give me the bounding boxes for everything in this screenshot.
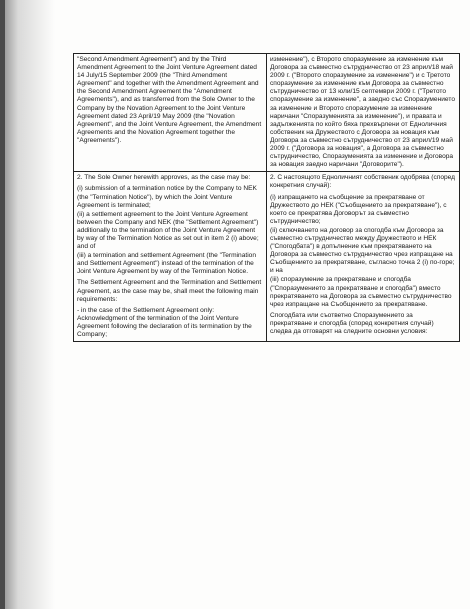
row2-bulgarian-cell [267, 172, 460, 342]
en-bullet [77, 307, 263, 339]
row2-english-intro: 2. The Sole Owner herewith approves, as the case may be: [77, 174, 251, 182]
en-bullet-mark: - [77, 306, 80, 314]
page-edge-shadow [0, 0, 60, 609]
bg-item-2: (ii) сключването на договор за спогодба към Договора за съвместно сътрудничество между Дружеството и НЕК ("Спогодбата") в допълнение към прекратяването на Договора за съвместно сътрудничество чрез изпращане на Съобщението за прекратяване, съгласно точка 2 (i) по-горе; и на [270, 226, 455, 275]
row1-bulgarian-text: изменение"), с Второто споразумение за изменение към Договора за съвместно сътрудничество от 23 април/18 май 2009 г. ("Второто споразумение за изменение") и с Третото споразумение за изменение към Договора за съвместно сътрудничество от 13 юли/15 септември 2009 г. ("Третото споразумение за изменение", а заедно със Споразумението за изменение и Второто споразумение за изменение наричани "Споразуменията за изменение"), и правата и задълженията по който бяха прехвърлени от Едноличния собственик на Дружеството с Договора за новация към Договора за съвместно сътрудничество от 23 април/19 май 2009 г. ("Договора за новация", а Договора за съвместно сътрудничество, Споразуменията за изменение и Договора за новация заедно наричани "Договорите"). [270, 56, 455, 169]
table-row-2 [74, 172, 460, 342]
row1-bulgarian-cell [267, 54, 460, 172]
table-row-1 [74, 54, 460, 172]
page-fold [0, 0, 5, 609]
row2-bulgarian-intro: 2. С настоящото Едноличният собственик одобрява (според конкретния случай): [270, 174, 456, 190]
row1-english-text: "Second Amendment Agreement") and by the Third Amendment Agreement to the Joint Venture Agreement dated 14 July/15 September 2009 (the "Third Amendment Agreement" and together with the Amendment Agreement and the Second Amendment Agreement the "Amendment Agreements"), and as transferred from the Sole Owner to the Company by the Novation Agreement to the Joint Venture Agreement dated 23 April/19 May 2009 (the "Novation Agreement", and the Joint Venture Agreement, the Amendment Agreements and the Novation Agreement together the "Agreements"). [77, 56, 262, 144]
bilingual-table [73, 53, 460, 342]
row1-english-cell [74, 54, 267, 172]
bg-requirements-para: Спогодбата или съответно Споразумението за прекратяване и спогодба (според конкретния случай) следва да отговарят на следните основни условия: [270, 311, 434, 335]
en-requirements-para: The Settlement Agreement and the Termination and Settlement Agreement, as the case may be, shall meet the following main requirements: [77, 279, 262, 303]
en-item-2: (ii) a settlement agreement to the Joint Venture Agreement between the Company and NEK (the "Settlement Agreement") additionally to the termination of the Joint Venture Agreement by way of the Termination Notice as set out in item 2 (i) above; and of [77, 210, 259, 251]
bg-item-1: (i) изпращането на съобщение за прекратяване от Дружеството до НЕК ("Съобщението за прекратяване"), с което се прекратява Договорът за съвместно сътрудничество; [270, 193, 447, 225]
bg-item-3: (iii) споразумение за прекратяване и спогодба ("Споразумението за прекратяване и спогодба") вместо прекратяването на Договора за съвместно сътрудничество чрез изпращане на Съобщението за прекратяване. [270, 276, 452, 308]
row2-english-cell [74, 172, 267, 342]
en-item-3: (iii) a termination and settlement Agreement (the "Termination and Settlement Agreement") instead of the termination of the Joint Venture Agreement by way of the Termination Notice. [77, 252, 256, 276]
en-bullet-text: in the case of the Settlement Agreement only: Acknowledgment of the termination of the Joint Venture Agreement following the declaration of its termination by the Company; [77, 306, 252, 338]
en-item-1: (i) submission of a termination notice by the Company to NEK (the "Termination Notice"), by which the Joint Venture Agreement is terminated; [77, 185, 257, 209]
